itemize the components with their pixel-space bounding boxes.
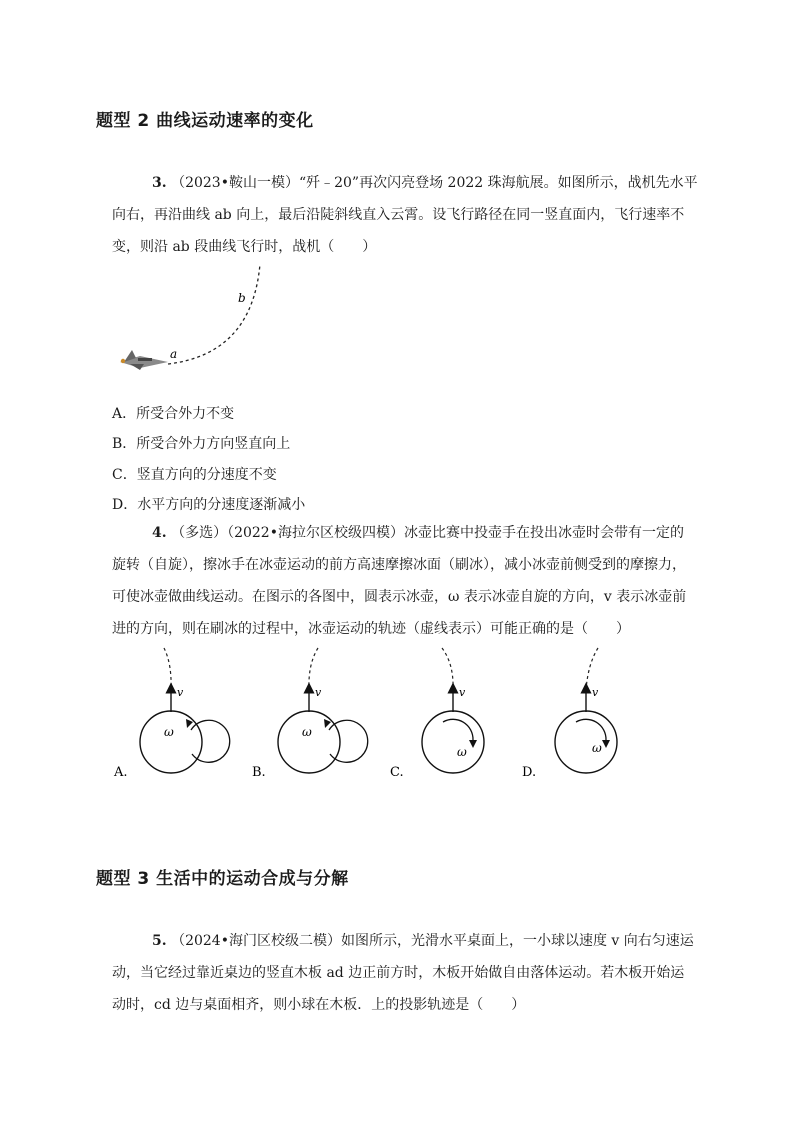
q4-text-1: （多选）（2022•海拉尔区校级四模）冰壶比赛中投壶手在投出冰壶时会带有一定的 [171, 525, 684, 541]
q4-line-4: 进的方向，则在刷冰的过程中，冰壶运动的轨迹（虚线表示）可能正确的是（ ） [112, 621, 630, 637]
q3-option-d[interactable]: D．水平方向的分速度逐渐减小 [112, 497, 306, 513]
curling-figure-c[interactable] [390, 648, 484, 780]
q5-number: 5. [152, 933, 167, 949]
q4-curling-figures [100, 640, 660, 790]
q3-option-b[interactable]: B．所受合外力方向竖直向上 [112, 436, 291, 452]
svg-text:v: v [177, 686, 184, 699]
q3-option-a[interactable]: A．所受合外力不变 [112, 406, 235, 422]
jet-icon [120, 350, 168, 370]
option-c-label: C. [390, 765, 404, 780]
q4-number: 4. [152, 525, 167, 541]
curling-stone-a [140, 711, 202, 773]
point-b-label: b [238, 291, 246, 305]
q4-line-2: 旋转（自旋），擦冰手在冰壶运动的前方高速摩擦冰面（刷冰），减小冰壶前侧受到的摩擦力， [112, 557, 686, 573]
svg-text:v: v [592, 686, 599, 699]
q3-line-1 [152, 172, 698, 192]
q4-line-1 [152, 522, 684, 542]
curling-stone-b [278, 711, 340, 773]
q5-text-1: （2024•海门区校级二模）如图所示，光滑水平桌面上，一小球以速度 v 向右匀速运 [171, 933, 694, 949]
option-b-label: B. [252, 765, 266, 780]
flight-path-dashed [168, 264, 260, 364]
q3-text-1: （2023•鞍山一模）“歼﹣20”再次闪亮登场 2022 珠海航展。如图所示，战机先水平 [171, 175, 698, 191]
curling-figure-a[interactable] [113, 648, 230, 780]
curling-figure-d[interactable] [522, 648, 617, 780]
q3-line-3: 变，则沿 ab 段曲线飞行时，战机（ ） [112, 239, 377, 255]
option-a-label: A. [114, 765, 128, 780]
svg-text:ω: ω [592, 741, 602, 755]
q5-line-3: 动时，cd 边与桌面相齐，则小球在木板．上的投影轨迹是（ ） [112, 997, 526, 1013]
q5-line-2: 动，当它经过靠近桌边的竖直木板 ad 边正前方时，木板开始做自由落体运动。若木板开始运 [112, 965, 685, 981]
svg-text:v: v [459, 686, 466, 699]
q3-line-2: 向右，再沿曲线 ab 向上，最后沿陡斜线直入云霄。设飞行路径在同一竖直面内，飞行速率不 [112, 207, 685, 223]
q3-number: 3. [152, 175, 167, 191]
curling-figure-b[interactable] [252, 648, 368, 780]
svg-text:ω: ω [302, 725, 312, 739]
q3-option-c[interactable]: C．竖直方向的分速度不变 [112, 467, 277, 483]
q3-trajectory-figure [110, 258, 280, 376]
q4-line-3: 可使冰壶做曲线运动。在图示的各图中，圆表示冰壶，ω 表示冰壶自旋的方向，v 表示冰壶前 [112, 589, 687, 605]
option-d-label: D. [522, 765, 537, 780]
section-3-heading: 题型 3 生活中的运动合成与分解 [96, 869, 349, 889]
svg-text:v: v [315, 686, 322, 699]
q5-line-1 [152, 930, 694, 950]
svg-text:ω: ω [164, 725, 174, 739]
point-a-label: a [170, 347, 178, 361]
section-2-heading: 题型 2 曲线运动速率的变化 [96, 111, 314, 131]
svg-text:ω: ω [457, 745, 467, 759]
